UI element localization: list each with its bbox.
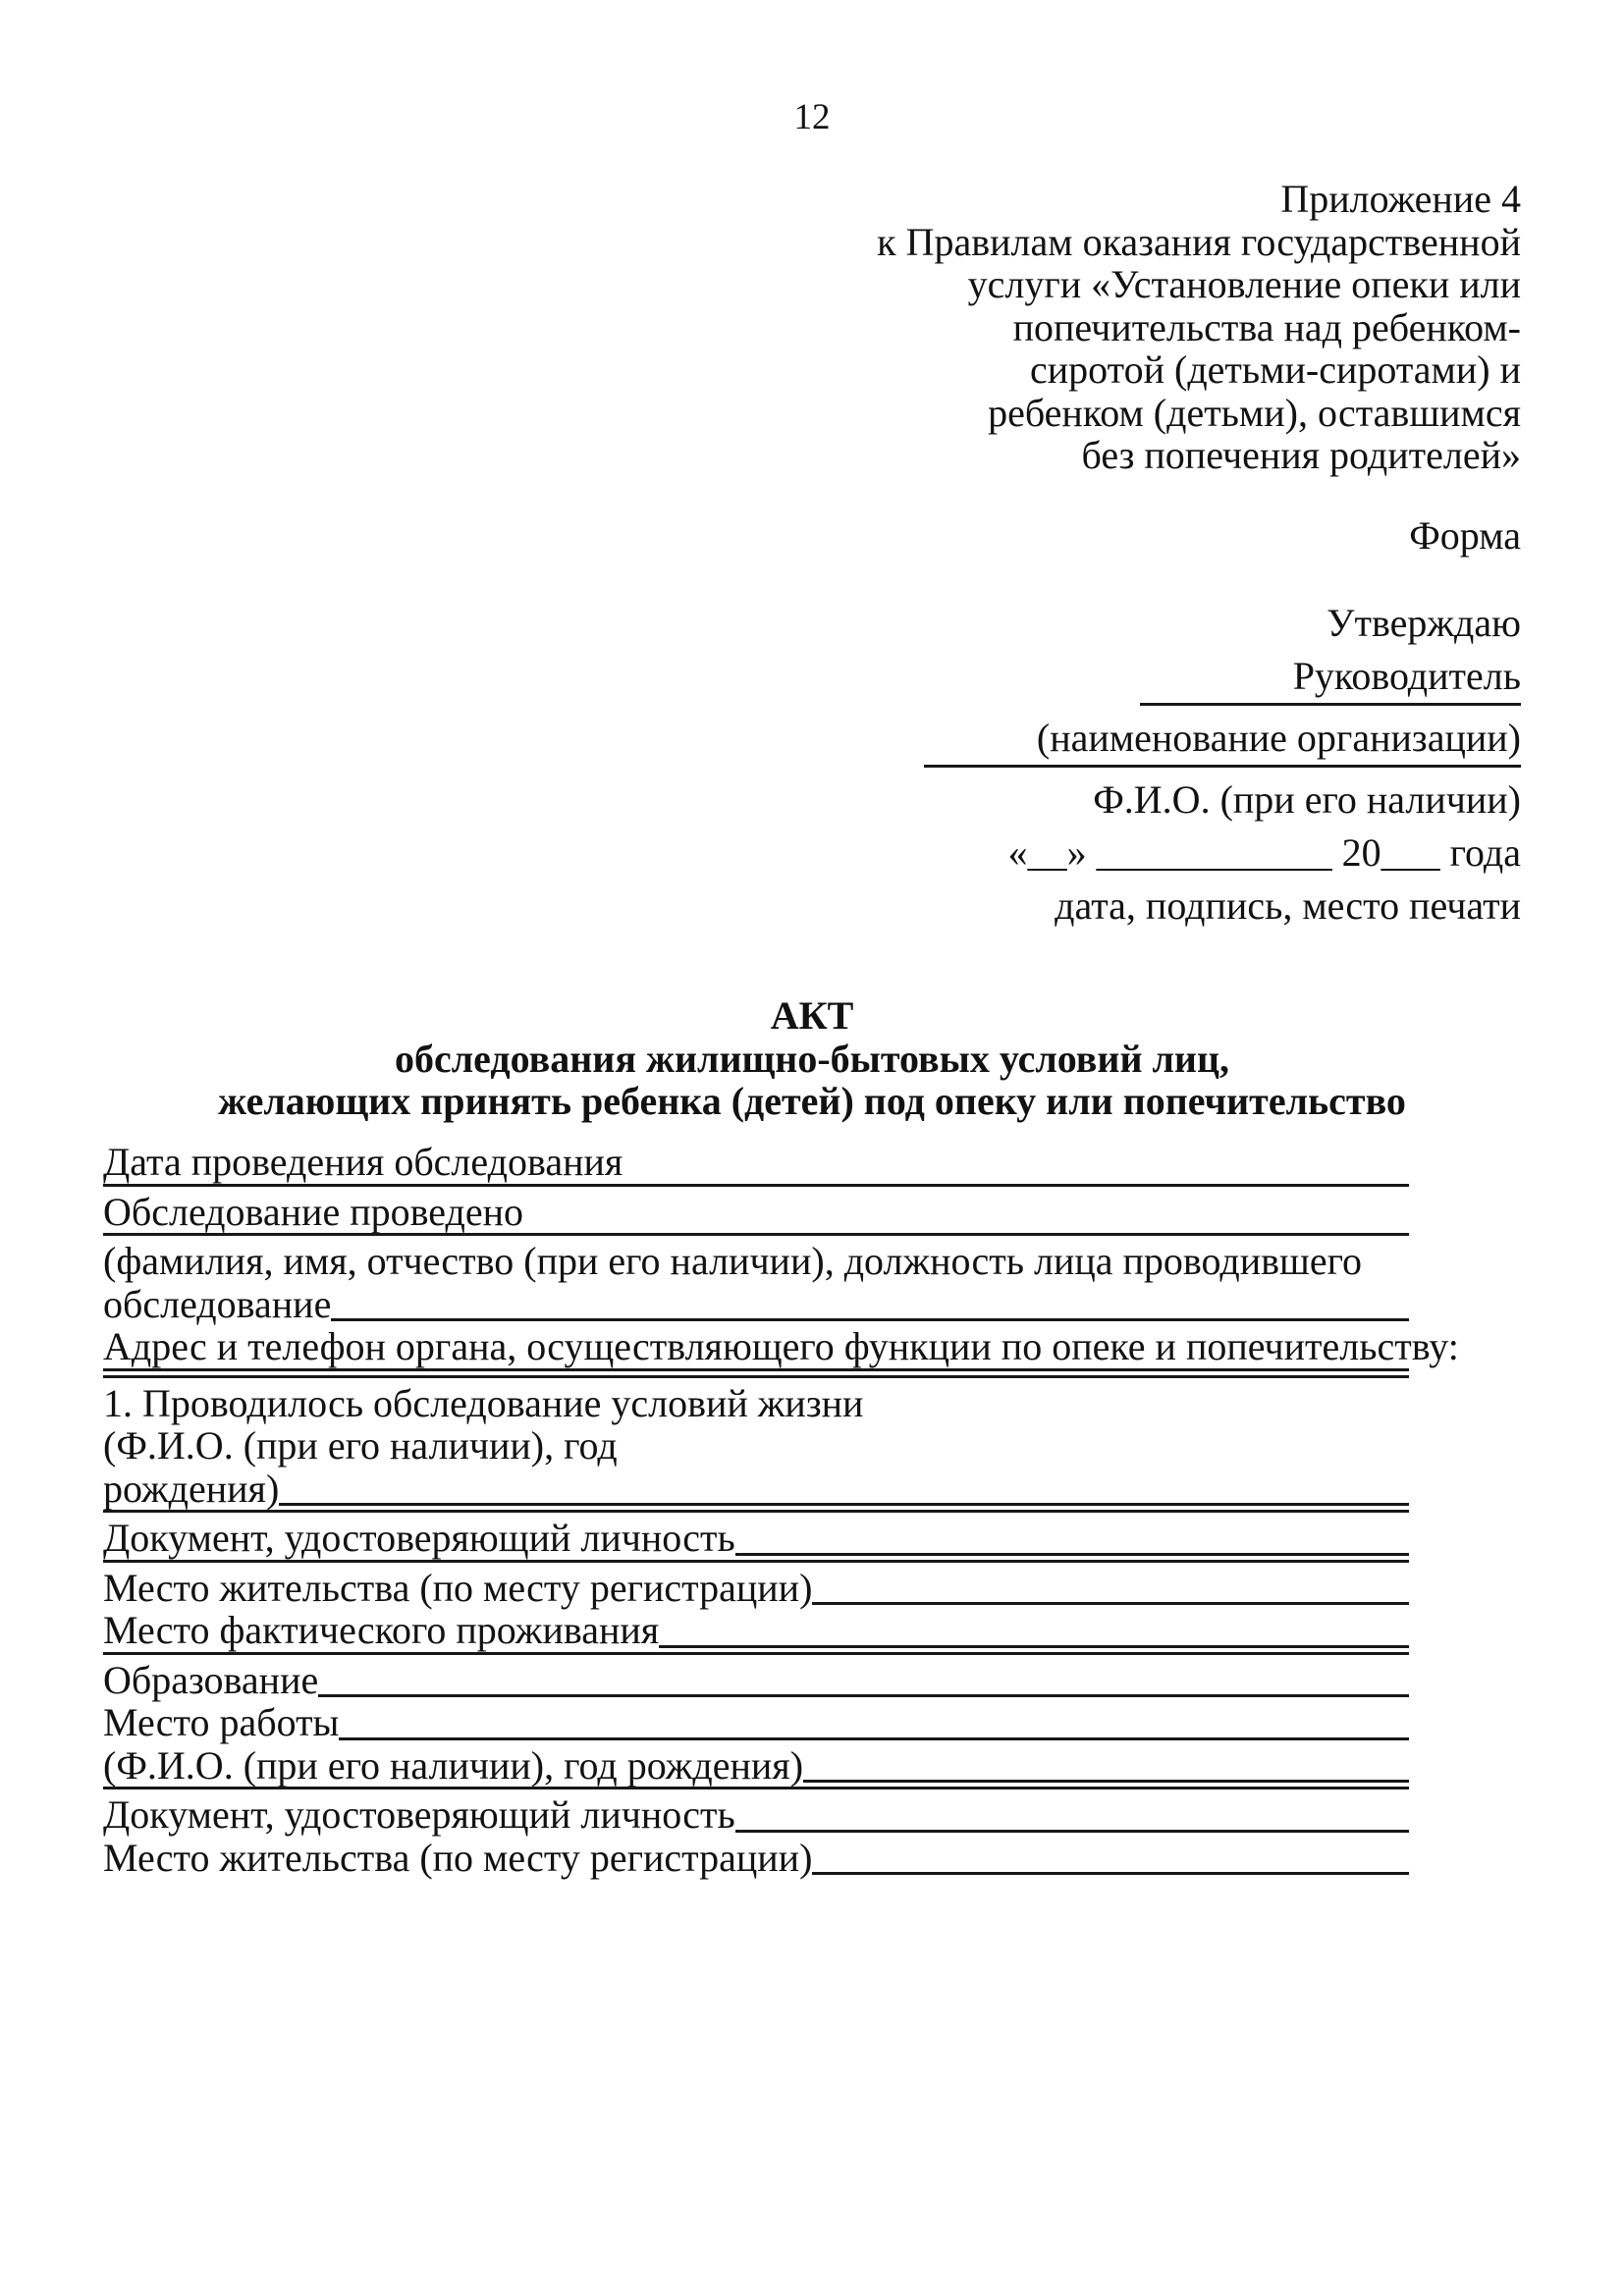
form-line	[103, 1701, 1409, 1744]
underline	[812, 1602, 1409, 1605]
form-line	[103, 1567, 1409, 1610]
form-line-label: Обследование проведено	[103, 1189, 524, 1234]
form-line-label: дата, подпись, место печати	[1055, 883, 1521, 928]
form-line	[924, 650, 1521, 703]
form-line	[103, 1837, 1409, 1880]
text-line: желающих принять ребенка (детей) под опеку или попечительство	[218, 1079, 1406, 1123]
form-line-label: 1. Проводилось обследование условий жизни	[103, 1380, 864, 1425]
underline	[103, 1368, 1409, 1371]
form-line	[103, 1468, 1409, 1511]
form-line	[103, 1517, 1409, 1560]
form-line-label: «__» ____________ 20___ года	[1007, 830, 1521, 875]
form-line-label: Руководитель	[1292, 654, 1521, 698]
text-line: обследования жилищно-бытовых условий лиц,	[394, 1036, 1230, 1081]
form-line-label: Документ, удостоверяющий личность	[103, 1792, 735, 1837]
underline	[659, 1645, 1409, 1648]
underline	[103, 1510, 1409, 1513]
appendix-header	[877, 178, 1521, 477]
underline	[1140, 703, 1521, 706]
form-line	[924, 827, 1521, 880]
underline	[735, 1553, 1409, 1556]
form-line-label: обследование	[103, 1281, 332, 1326]
form-line	[103, 1382, 1409, 1425]
underline	[279, 1503, 1409, 1506]
form-line	[103, 1283, 1409, 1326]
form-line	[103, 1141, 1409, 1184]
page-number: 12	[793, 97, 831, 137]
underline	[924, 765, 1521, 768]
form-line	[103, 1191, 1409, 1234]
form-line	[924, 712, 1521, 765]
form-line-label: Утверждаю	[1326, 601, 1521, 645]
form-line	[103, 1240, 1409, 1283]
underline	[103, 1375, 1409, 1378]
form-line	[103, 1424, 1409, 1468]
form-line-label: (Ф.И.О. (при его наличии), год	[103, 1423, 618, 1468]
text-line: услуги «Установление опеки или	[967, 262, 1521, 306]
form-line-label: Место жительства (по месту регистрации)	[103, 1565, 813, 1610]
form-line-label: Дата проведения обследования	[103, 1140, 623, 1184]
underline	[103, 1652, 1409, 1655]
form-line-label: Адрес и телефон органа, осуществляющего функции по опеке и попечительству:	[103, 1324, 1459, 1368]
form-label: Форма	[1409, 513, 1521, 558]
form-line-label: Образование	[103, 1657, 319, 1702]
form-line-label: (Ф.И.О. (при его наличии), год рождения)	[103, 1742, 804, 1788]
blank-underline-row	[924, 765, 1521, 774]
underline	[812, 1872, 1409, 1875]
form-line-label: Место работы	[103, 1700, 340, 1744]
form-line	[103, 1659, 1409, 1702]
underline	[103, 1560, 1409, 1563]
form-line-label: Место фактического проживания	[103, 1608, 660, 1652]
form-body	[103, 1140, 1459, 1880]
text-line: попечительства над ребенком-	[1012, 304, 1521, 349]
underline	[318, 1694, 1409, 1697]
form-line-label: рождения)	[103, 1466, 280, 1511]
form-line	[924, 774, 1521, 827]
blank-underline-row	[103, 1368, 1409, 1375]
act-title	[0, 994, 1624, 1123]
form-line	[924, 597, 1521, 650]
form-line-label: Место жительства (по месту регистрации)	[103, 1835, 813, 1880]
text-line: АКТ	[770, 993, 854, 1038]
text-line: сиротой (детьми-сиротами) и	[1030, 347, 1521, 392]
form-line	[103, 1793, 1409, 1837]
form-line-label: (фамилия, имя, отчество (при его наличии), должность лица проводившего	[103, 1239, 1362, 1283]
form-line-label: Ф.И.О. (при его наличии)	[1093, 777, 1521, 822]
text-line: без попечения родителей»	[1081, 433, 1521, 477]
form-line-label: (наименование организации)	[1036, 716, 1521, 760]
underline	[103, 1787, 1409, 1789]
underline	[331, 1318, 1409, 1321]
form-line	[103, 1324, 1459, 1368]
blank-underline-row	[924, 703, 1521, 712]
form-line	[103, 1609, 1409, 1652]
underline	[735, 1830, 1409, 1833]
text-line: к Правилам оказания государственной	[877, 219, 1521, 264]
approval-block	[924, 597, 1521, 933]
form-line	[924, 880, 1521, 933]
text-line: Приложение 4	[1280, 177, 1521, 221]
text-line: ребенком (детьми), оставшимся	[988, 390, 1521, 435]
underline	[339, 1737, 1409, 1740]
form-line-label: Документ, удостоверяющий личность	[103, 1516, 735, 1560]
form-line	[103, 1744, 1409, 1788]
underline	[103, 1184, 1409, 1187]
underline	[803, 1780, 1409, 1783]
underline	[103, 1233, 1409, 1236]
